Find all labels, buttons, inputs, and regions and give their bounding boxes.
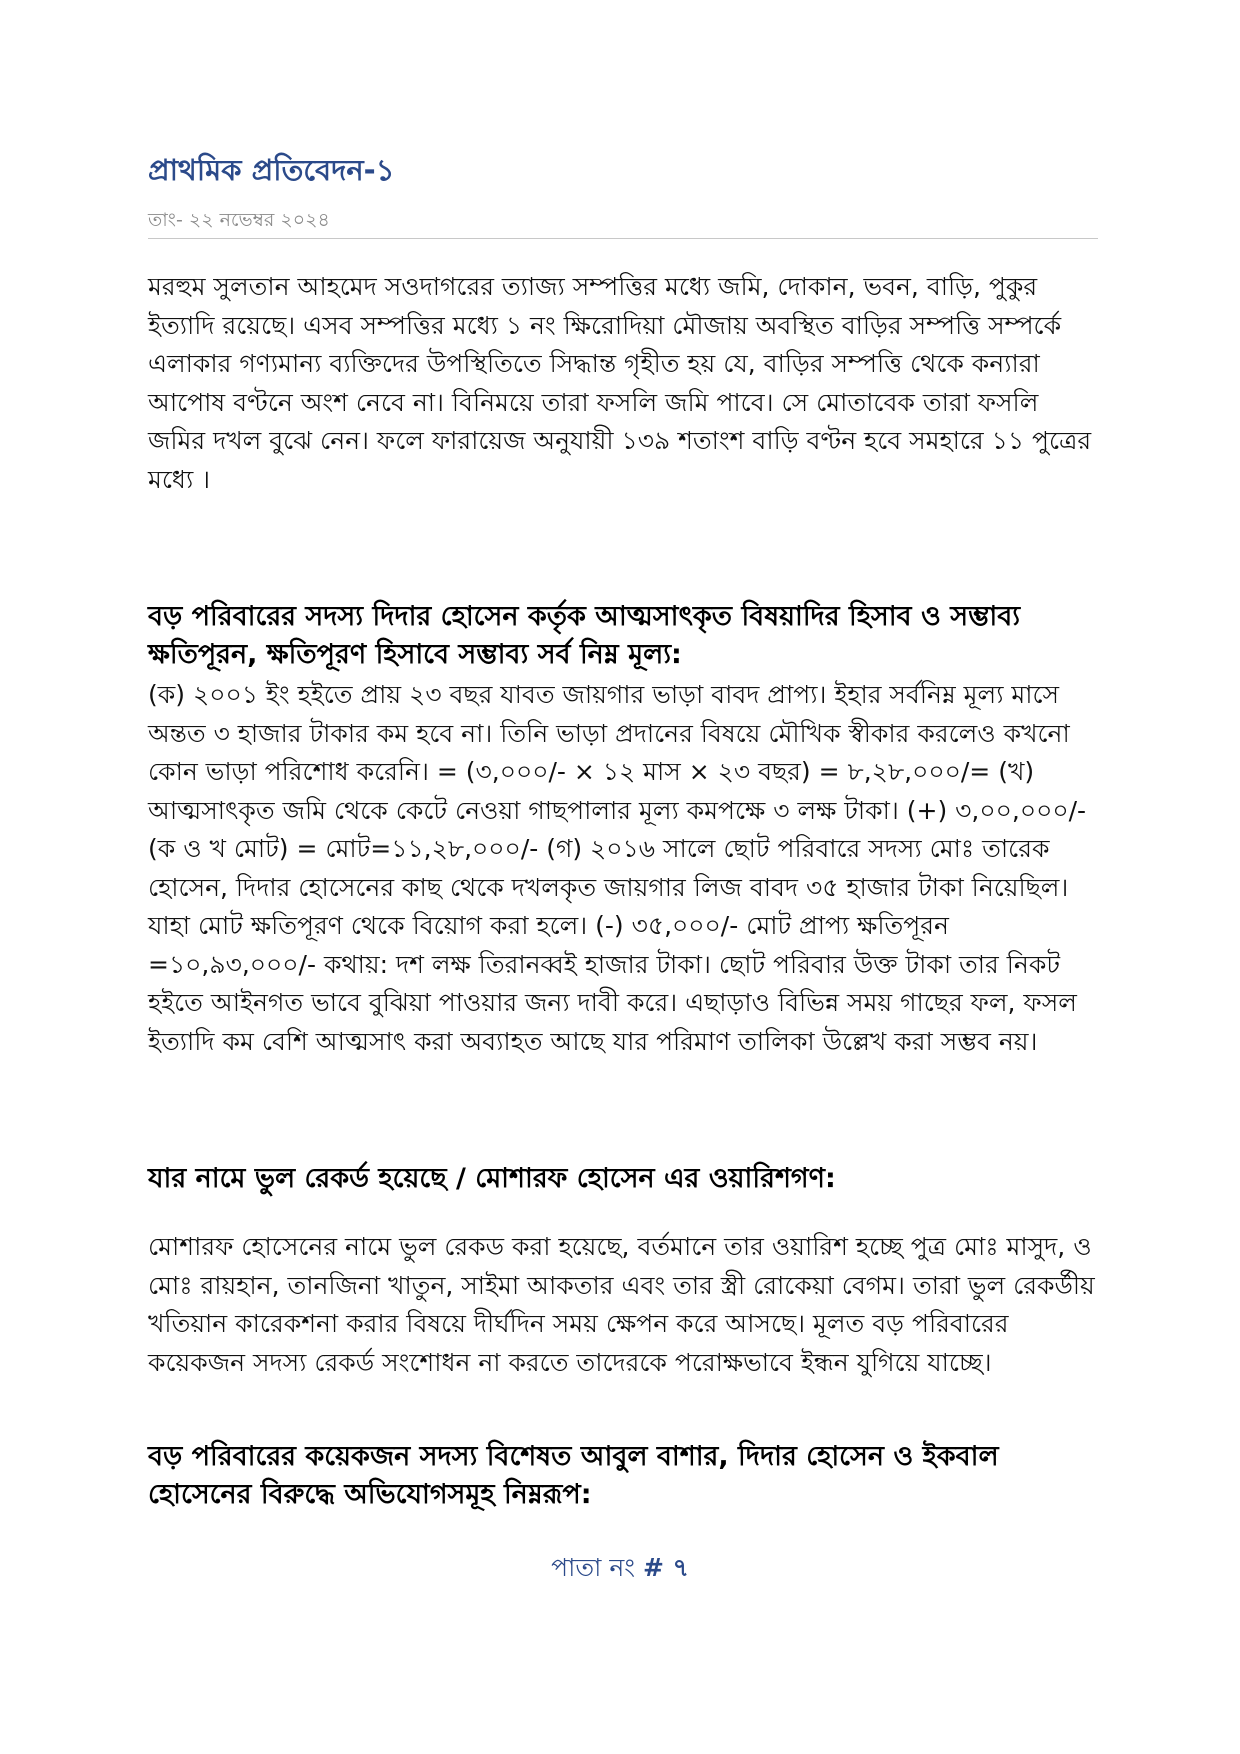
- section-heading-allegations: বড় পরিবারের কয়েকজন সদস্য বিশেষত আবুল বাশার, দিদার হোসেন ও ইকবাল হোসেনের বিরুদ্ধে অভিযোগসমূহ নিম্নরূপ:: [148, 1441, 999, 1510]
- page-number-value: # ৭: [642, 1553, 689, 1582]
- title-divider: [148, 238, 1098, 239]
- wrong-record-paragraph: মোশারফ হোসেনের নামে ভুল রেকড করা হয়েছে, বর্তমানে তার ওয়ারিশ হচ্ছে পুত্র মোঃ মাসুদ, ও মোঃ রায়হান, তানজিনা খাতুন, সাইমা আকতার এবং তার স্ত্রী রোকেয়া বেগম। তারা ভুল রেকর্ডীয় খতিয়ান কারেকশনা করার বিষয়ে দীর্ঘদিন সময় ক্ষেপন করে আসছে। মূলত বড় পরিবারের কয়েকজন সদস্য রেকর্ড সংশোধন না করতে তাদেরকে পরোক্ষভাবে ইন্ধন যুগিয়ে যাচ্ছে।: [148, 1232, 1095, 1377]
- page-number-label: পাতা নং: [551, 1553, 635, 1582]
- section-heading-wrong-record: যার নামে ভুল রেকর্ড হয়েছে / মোশারফ হোসেন এর ওয়ারিশগণ:: [148, 1163, 836, 1194]
- document-title: প্রাথমিক প্রতিবেদন-১: [148, 153, 395, 187]
- document-date: তাং- ২২ নভেম্বর ২০২৪: [148, 209, 330, 231]
- page-number-footer: [0, 1548, 1240, 1591]
- intro-paragraph: মরহুম সুলতান আহমেদ সওদাগরের ত্যাজ্য সম্পত্তির মধ্যে জমি, দোকান, ভবন, বাড়ি, পুকুর ইত্যাদি রয়েছে। এসব সম্পত্তির মধ্যে ১ নং ক্ষিরোদিয়া মৌজায় অবস্থিত বাড়ির সম্পত্তি সম্পর্কে এলাকার গণ্যমান্য ব্যক্তিদের উপস্থিতিতে সিদ্ধান্ত গৃহীত হয় যে, বাড়ির সম্পত্তি থেকে কন্যারা আপোষ বণ্টনে অংশ নেবে না। বিনিময়ে তারা ফসলি জমি পাবে। সে মোতাবেক তারা ফসলি জমির দখল বুঝে নেন। ফলে ফারায়েজ অনুযায়ী ১৩৯ শতাংশ বাড়ি বণ্টন হবে সমহারে ১১ পুত্রের মধ্যে ।: [148, 272, 1092, 494]
- section-heading-compensation: বড় পরিবারের সদস্য দিদার হোসেন কর্তৃক আত্মসাৎকৃত বিষয়াদির হিসাব ও সম্ভাব্য ক্ষতিপূরন, ক্ষতিপূরণ হিসাবে সম্ভাব্য সর্ব নিম্ন মূল্য:: [148, 601, 1021, 670]
- compensation-paragraph: (ক) ২০০১ ইং হইতে প্রায় ২৩ বছর যাবত জায়গার ভাড়া বাবদ প্রাপ্য। ইহার সর্বনিম্ন মূল্য মাসে অন্তত ৩ হাজার টাকার কম হবে না। তিনি ভাড়া প্রদানের বিষয়ে মৌখিক স্বীকার করলেও কখনো কোন ভাড়া পরিশোধ করেনি। = (৩,০০০/- × ১২ মাস × ২৩ বছর) = ৮,২৮,০০০/= (খ) আত্মসাৎকৃত জমি থেকে কেটে নেওয়া গাছপালার মূল্য কমপক্ষে ৩ লক্ষ টাকা। (+) ৩,০০,০০০/- (ক ও খ মোট) = মোট=১১,২৮,০০০/- (গ) ২০১৬ সালে ছোট পরিবারে সদস্য মোঃ তারেক হোসেন, দিদার হোসেনের কাছ থেকে দখলকৃত জায়গার লিজ বাবদ ৩৫ হাজার টাকা নিয়েছিল। যাহা মোট ক্ষতিপূরণ থেকে বিয়োগ করা হলে। (-) ৩৫,০০০/- মোট প্রাপ্য ক্ষতিপূরন =১০,৯৩,০০০/- কথায়: দশ লক্ষ তিরানব্বই হাজার টাকা। ছোট পরিবার উক্ত টাকা তার নিকট হইতে আইনগত ভাবে বুঝিয়া পাওয়ার জন্য দাবী করে। এছাড়াও বিভিন্ন সময় গাছের ফল, ফসল ইত্যাদি কম বেশি আত্মসাৎ করা অব্যাহত আছে যার পরিমাণ তালিকা উল্লেখ করা সম্ভব নয়।: [148, 680, 1087, 1056]
